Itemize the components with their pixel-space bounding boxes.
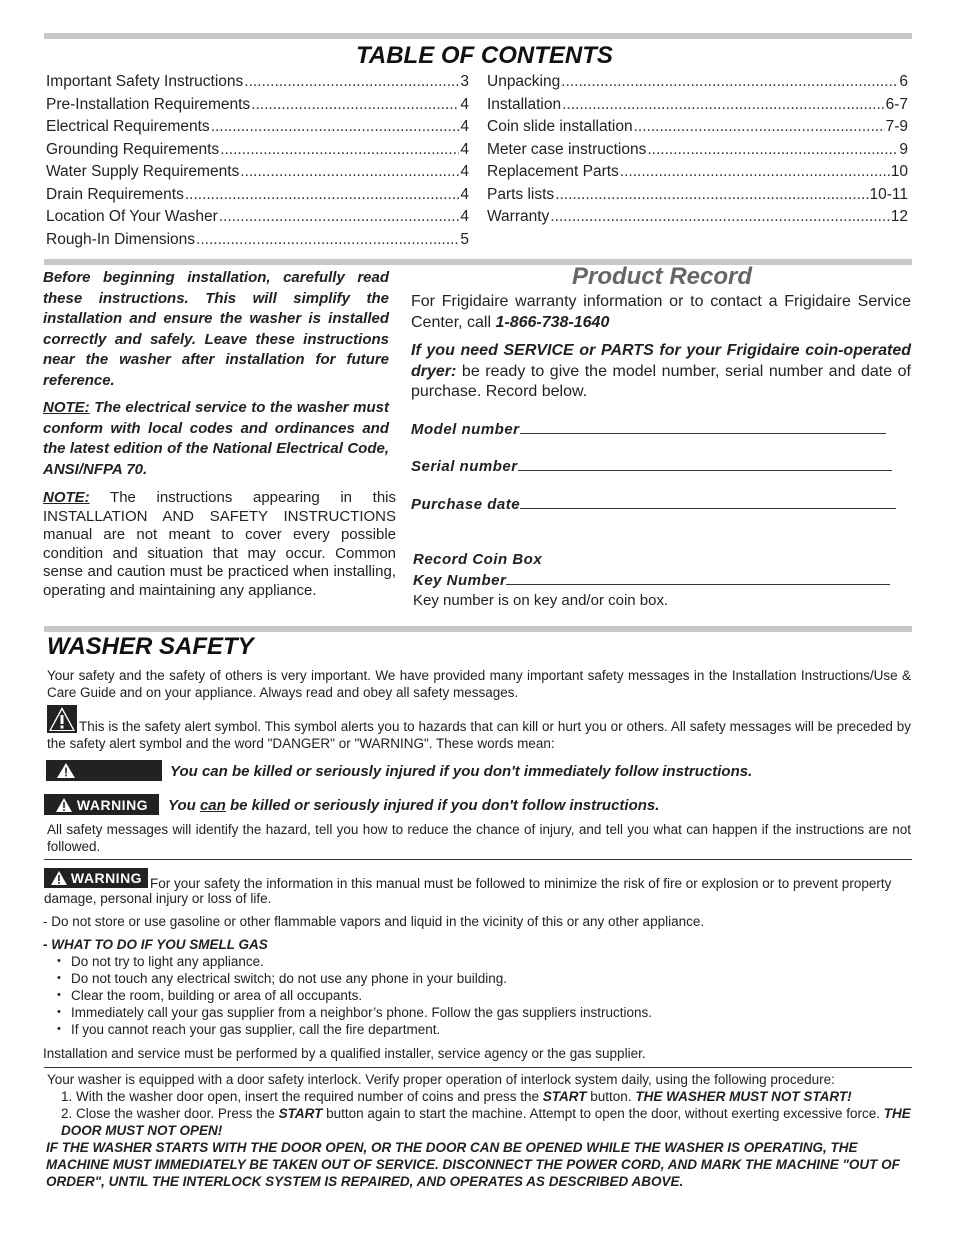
warning-text-b: be killed or seriously injured if you don't follow instructions. bbox=[225, 797, 660, 814]
toc-entry[interactable] bbox=[46, 73, 469, 96]
toc-leader-dots bbox=[562, 96, 884, 114]
toc-entry-label: Installation bbox=[487, 95, 562, 113]
serial-number-label: Serial number bbox=[411, 458, 518, 475]
toc-entry-page: 6 bbox=[899, 73, 908, 90]
model-number-line[interactable] bbox=[520, 432, 886, 434]
toc-entry-label: Drain Requirements bbox=[46, 185, 184, 203]
toc-entry-label: Rough-In Dimensions bbox=[46, 230, 196, 248]
toc-entry[interactable] bbox=[487, 163, 908, 186]
toc-entry[interactable] bbox=[487, 96, 908, 119]
toc-entry-page: 4 bbox=[460, 163, 469, 180]
list-item: • Do not touch any electrical switch; do not use any phone in your building. bbox=[43, 970, 909, 987]
intro-note-instructions bbox=[43, 489, 396, 601]
section-divider-2 bbox=[44, 626, 912, 632]
interlock-intro: Your washer is equipped with a door safety interlock. Verify proper operation of interlock system daily, using the following procedure: bbox=[47, 1072, 835, 1087]
interlock-step-2 bbox=[61, 1105, 913, 1139]
washer-safety-title: WASHER SAFETY bbox=[47, 633, 254, 660]
record-warranty-text bbox=[411, 291, 911, 333]
top-divider bbox=[44, 33, 912, 39]
model-number-field[interactable] bbox=[411, 421, 886, 438]
toc-entry[interactable] bbox=[487, 186, 908, 209]
start-label-1: START bbox=[542, 1089, 587, 1104]
service-parts-heading: If you need SERVICE or PARTS for your Frigidaire coin-operated dryer: bbox=[411, 342, 911, 380]
toc-entry-page: 4 bbox=[460, 185, 469, 203]
note-label: NOTE: bbox=[43, 399, 90, 416]
toc-entry[interactable] bbox=[487, 118, 908, 141]
toc-entry-label: Grounding Requirements bbox=[46, 140, 220, 158]
toc-entry-label: Coin slide installation bbox=[487, 118, 633, 135]
coin-key-line[interactable] bbox=[506, 583, 890, 585]
phone-number: 1-866-738-1640 bbox=[495, 314, 610, 331]
toc-entry[interactable] bbox=[46, 231, 469, 254]
toc-entry-page: 3 bbox=[460, 73, 469, 90]
toc-leader-dots bbox=[220, 141, 459, 159]
toc-entry-page: 12 bbox=[890, 208, 908, 225]
rule-2 bbox=[44, 1067, 912, 1068]
toc-entry-page: 4 bbox=[460, 95, 469, 113]
toc-leader-dots bbox=[196, 231, 459, 249]
smell-gas-heading: - WHAT TO DO IF YOU SMELL GAS bbox=[43, 937, 268, 952]
step1-text-b: button. bbox=[586, 1089, 636, 1104]
toc-leader-dots bbox=[211, 118, 460, 136]
serial-number-line[interactable] bbox=[518, 469, 892, 471]
toc-entry-page: 4 bbox=[460, 140, 469, 158]
interlock-step-1 bbox=[61, 1088, 913, 1105]
toc-entry-label: Parts lists bbox=[487, 185, 555, 203]
toc-leader-dots bbox=[251, 96, 459, 114]
list-item: • Immediately call your gas supplier from a neighbor’s phone. Follow the gas suppliers instructions. bbox=[43, 1004, 909, 1021]
safety-alert-text: This is the safety alert symbol. This symbol alerts you to hazards that can kill or hurt you or others. All safety messages will be preceded by the safety alert symbol and the word "DANGER" or "WARNING". These words mean: bbox=[47, 719, 911, 751]
toc-entry[interactable] bbox=[46, 163, 469, 186]
toc-entry-page: 5 bbox=[460, 230, 469, 248]
toc-entry-label: Unpacking bbox=[487, 73, 561, 90]
toc-entry-page: 4 bbox=[460, 118, 469, 135]
toc-leader-dots bbox=[240, 163, 459, 181]
installation-service-note: Installation and service must be performed by a qualified installer, service agency or the gas supplier. bbox=[43, 1046, 646, 1061]
toc-entry-label: Water Supply Requirements bbox=[46, 163, 240, 180]
step2-text-b: button again to start the machine. Attempt to open the door, without exerting excessive force. bbox=[322, 1106, 884, 1121]
toc-leader-dots bbox=[647, 141, 898, 159]
section-divider-1 bbox=[44, 259, 912, 265]
model-number-label: Model number bbox=[411, 421, 520, 438]
toc-leader-dots bbox=[244, 73, 459, 91]
toc-entry-label: Location Of Your Washer bbox=[46, 208, 218, 225]
toc-entry-page: 10-11 bbox=[869, 185, 908, 203]
toc-entry-page: 6-7 bbox=[885, 95, 908, 113]
record-warranty-line: For Frigidaire warranty information or to contact a Frigidaire Service Center, call bbox=[411, 293, 911, 331]
toc-entry[interactable] bbox=[487, 141, 908, 164]
smell-gas-list bbox=[43, 953, 909, 1038]
toc-leader-dots bbox=[634, 118, 885, 136]
toc-entry[interactable] bbox=[46, 96, 469, 119]
warning-text-can: can bbox=[199, 797, 226, 814]
coin-key-field[interactable] bbox=[413, 572, 890, 589]
toc-left-column bbox=[46, 73, 469, 253]
intro-before-text: Before beginning installation, carefully read these instructions. This will simplify the installation and ensure the washer is installed correctly and safely. Leave these instructions near the washer after installation for future reference. bbox=[43, 269, 389, 389]
list-item: • If you cannot reach your gas supplier, call the fire department. bbox=[43, 1021, 909, 1038]
warning2-text: For your safety the information in this manual must be followed to minimize the risk of fire or explosion or to prevent property damage, personal injury or loss of life. bbox=[44, 876, 892, 906]
product-record-title: Product Record bbox=[572, 263, 753, 290]
interlock-final-warning: IF THE WASHER STARTS WITH THE DOOR OPEN, OR THE DOOR CAN BE OPENED WHILE THE WASHER IS OPERATING, THE MACHINE MUST IMMEDIATELY BE TAKEN OUT OF SERVICE. DISCONNECT THE POWER CORD, AND MARK THE MACHINE "OUT OF ORDER", UNTIL THE INTERLOCK SYSTEM IS REPAIRED, AND OPERATES AS DESCRIBED ABOVE. bbox=[46, 1140, 900, 1189]
intro-note-electrical bbox=[43, 398, 389, 480]
rule-1 bbox=[44, 859, 912, 860]
toc-entry[interactable] bbox=[46, 186, 469, 209]
toc-leader-dots bbox=[555, 186, 868, 204]
coin-key-note: Key number is on key and/or coin box. bbox=[413, 592, 669, 609]
toc-entry-page: 7-9 bbox=[885, 118, 908, 135]
toc-entry-page: 9 bbox=[899, 140, 908, 158]
step1-text: 1. With the washer door open, insert the required number of coins and press the bbox=[61, 1089, 543, 1104]
step1-bold: THE WASHER MUST NOT START! bbox=[635, 1089, 852, 1104]
toc-entry-label: Pre-Installation Requirements bbox=[46, 95, 251, 113]
warning-text-a: You bbox=[168, 797, 200, 814]
safety-intro: Your safety and the safety of others is very important. We have provided many important safety messages in the Installation Instructions/Use & Care Guide and on your appliance. Always read and obey all safety messages. bbox=[47, 668, 911, 700]
toc-entry[interactable] bbox=[46, 118, 469, 141]
toc-title: TABLE OF CONTENTS bbox=[356, 42, 613, 69]
purchase-date-field[interactable] bbox=[411, 496, 896, 513]
service-parts-text: be ready to give the model number, serial number and date of purchase. Record below. bbox=[411, 362, 911, 400]
list-item: • Clear the room, building or area of all occupants. bbox=[43, 987, 909, 1004]
note-electrical-text: The electrical service to the washer must conform with local codes and ordinances and the latest edition of the National Electrical Code, ANSI/NFPA 70. bbox=[43, 399, 389, 478]
step2-text: 2. Close the washer door. Press the bbox=[61, 1106, 279, 1121]
toc-leader-dots bbox=[185, 186, 460, 204]
list-item: • Do not try to light any appliance. bbox=[43, 953, 909, 970]
all-safety-messages-text: All safety messages will identify the hazard, tell you how to reduce the chance of injury, and tell you what can happen if the instructions are not followed. bbox=[47, 822, 911, 854]
toc-entry[interactable] bbox=[46, 141, 469, 164]
record-service-text bbox=[411, 341, 911, 403]
serial-number-field[interactable] bbox=[411, 458, 892, 475]
coin-box-label: Record Coin Box bbox=[413, 551, 543, 568]
toc-entry[interactable] bbox=[46, 208, 469, 231]
warning-label: WARNING bbox=[76, 796, 149, 813]
toc-leader-dots bbox=[550, 208, 889, 226]
toc-right-column bbox=[487, 73, 908, 231]
danger-badge bbox=[46, 760, 162, 781]
note-instructions-text: The instructions appearing in this INSTALLATION AND SAFETY INSTRUCTIONS manual are not meant to cover every possible condition and situation that may occur. Common sense and caution must be practiced when installing, operating and maintaining any appliance. bbox=[43, 489, 396, 599]
purchase-date-line[interactable] bbox=[520, 507, 896, 509]
purchase-date-label: Purchase date bbox=[411, 496, 521, 513]
toc-leader-dots bbox=[561, 73, 898, 91]
warning-label-2: WARNING bbox=[70, 870, 143, 886]
warning-text bbox=[168, 797, 659, 814]
note-label-2: NOTE: bbox=[43, 489, 90, 506]
toc-leader-dots bbox=[620, 163, 890, 181]
warning-badge bbox=[44, 794, 159, 815]
start-label-2: START bbox=[278, 1106, 323, 1121]
toc-entry-label: Electrical Requirements bbox=[46, 118, 210, 135]
toc-entry-label: Meter case instructions bbox=[487, 140, 647, 158]
toc-entry-page: 4 bbox=[460, 208, 469, 225]
toc-entry[interactable] bbox=[487, 208, 908, 231]
toc-entry-page: 10 bbox=[890, 163, 908, 180]
step2-bold: THE DOOR MUST NOT OPEN! bbox=[61, 1106, 911, 1138]
toc-entry-label: Replacement Parts bbox=[487, 163, 619, 180]
toc-entry-label: Warranty bbox=[487, 208, 550, 225]
toc-leader-dots bbox=[219, 208, 460, 226]
toc-entry[interactable] bbox=[487, 73, 908, 96]
gasoline-text: - Do not store or use gasoline or other flammable vapors and liquid in the vicinity of this or any other appliance. bbox=[43, 914, 705, 929]
danger-text: You can be killed or seriously injured if you don't immediately follow instructions. bbox=[170, 763, 753, 780]
toc-entry-label: Important Safety Instructions bbox=[46, 73, 244, 90]
coin-key-label: Key Number bbox=[413, 572, 507, 589]
warning-triangle-icon bbox=[55, 797, 73, 813]
